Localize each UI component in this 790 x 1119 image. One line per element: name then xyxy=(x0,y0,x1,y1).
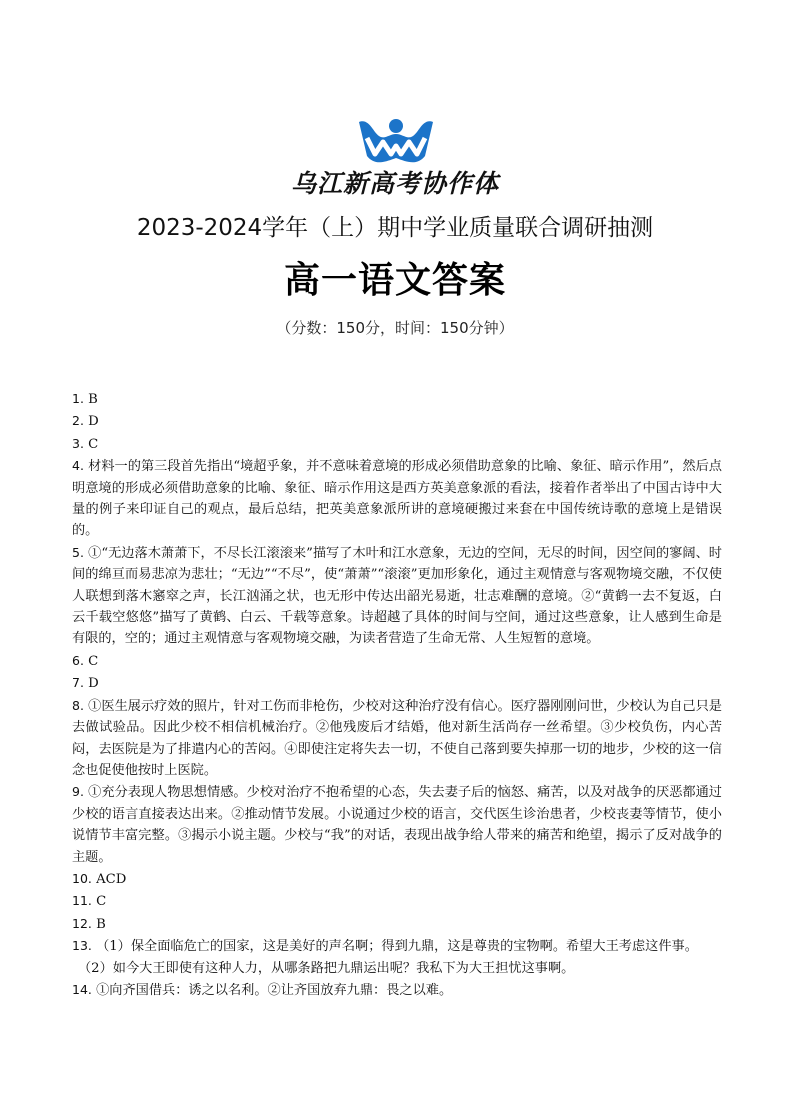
answer-item xyxy=(72,650,722,672)
answer-text: C xyxy=(88,436,99,452)
answer-item xyxy=(72,410,722,432)
exam-title: 2023-2024学年（上）期中学业质量联合调研抽测 xyxy=(136,215,654,241)
answer-item xyxy=(72,958,722,979)
answer-text: ①向齐国借兵：诱之以名利。②让齐国放弃九鼎：畏之以难。 xyxy=(96,982,453,998)
answer-number: 13. xyxy=(72,938,92,954)
answer-item xyxy=(72,935,722,957)
answer-number: 4. xyxy=(72,458,84,474)
score-info: （分数：150分，时间：150分钟） xyxy=(276,319,514,337)
answer-text: （1）保全面临危亡的国家，这是美好的声名啊；得到九鼎，这是尊贵的宝物啊。希望大王考虑这件事。 xyxy=(96,939,698,955)
answer-text: B xyxy=(88,392,98,407)
answer-number: 6. xyxy=(72,652,84,668)
answer-item xyxy=(72,388,722,410)
answer-item xyxy=(72,979,722,1001)
brand-name: 乌江新高考协作体 xyxy=(290,169,499,198)
answer-item xyxy=(72,542,722,650)
answer-number: 14. xyxy=(72,981,92,997)
answer-item xyxy=(72,455,722,542)
answer-number: 9. xyxy=(72,784,84,800)
answer-number: 2. xyxy=(72,413,84,429)
answer-text: C xyxy=(96,894,107,910)
answer-text: ①“无边落木萧萧下，不尽长江滚滚来”描写了木叶和江水意象，无边的空间，无尽的时间，因空间的寥阔、时间的绵亘而易悲凉为悲壮；“无边”“不尽”，使“萧萧”“滚滚”更加形象化，通过主观情意与客观物境交融，不仅使人联想到落木窸窣之声，长江汹涌之状，也无形中传达出韶光易逝，壮志难酬的意境。②“黄鹤一去不复返，白云千载空悠悠”描写了黄鹤、白云、千载等意象。诗超越了具体的时间与空间，通过这些意象，让人感到生命是有限的，空的；通过主观情意与客观物境交融，为读者营造了生命无常、人生短暂的意境。 xyxy=(72,545,722,647)
answer-text: （2）如今大王即使有这种人力，从哪条路把九鼎运出呢？我私下为大王担忧这事啊。 xyxy=(78,960,575,976)
answer-number: 7. xyxy=(72,675,84,691)
answer-text: ①医生展示疗效的照片，针对工伤而非枪伤，少校对这种治疗没有信心。医疗器刚刚问世，少校认为自己只是去做试验品。因此少校不相信机械治疗。②他残废后才结婚，他对新生活尚存一丝希望。③少校负伤，内心苦闷，去医院是为了排遣内心的苦闷。④即使注定将失去一切，不使自己落到要失掉那一切的地步，少校的这一信念也促使他按时上医院。 xyxy=(72,698,722,778)
answer-item xyxy=(72,913,722,935)
answer-list xyxy=(72,388,722,1001)
answer-item xyxy=(72,695,722,782)
answer-number: 5. xyxy=(72,544,84,560)
answer-text: B xyxy=(96,916,106,932)
answer-number: 12. xyxy=(72,915,92,931)
answer-text: D xyxy=(88,676,99,692)
answer-number: 11. xyxy=(72,893,92,909)
answer-text: D xyxy=(88,414,99,430)
answer-item xyxy=(72,868,722,890)
wujiang-logo xyxy=(355,112,437,167)
answer-number: 10. xyxy=(72,870,92,886)
answer-item xyxy=(72,781,722,868)
answer-item xyxy=(72,433,722,455)
answer-text: ACD xyxy=(96,871,127,887)
answer-number: 8. xyxy=(72,697,84,713)
answer-number: 3. xyxy=(72,435,84,451)
answer-text: C xyxy=(88,653,99,669)
answer-text: 材料一的第三段首先指出“境超乎象，并不意味着意境的形成必须借助意象的比喻、象征、暗示作用”，然后点明意境的形成必须借助意象的比喻、象征、暗示作用这是西方英美意象派的看法，接着作者举出了中国古诗中大量的例子来印证自己的观点，最后总结，把英美意象派所讲的意境硬搬过来套在中国传统诗歌的意境上是错误的。 xyxy=(72,459,722,539)
answer-item xyxy=(72,890,722,912)
answer-text: ①充分表现人物思想情感。少校对治疗不抱希望的心态，失去妻子后的恼怒、痛苦，以及对战争的厌恶都通过少校的语言直接表达出来。②推动情节发展。小说通过少校的语言，交代医生诊治患者，少校丧妻等情节，使小说情节丰富完整。③揭示小说主题。少校与“我”的对话，表现出战争给人带来的痛苦和绝望，揭示了反对战争的主题。 xyxy=(72,785,722,865)
answer-item xyxy=(72,672,722,694)
subject-title: 高一语文答案 xyxy=(283,260,506,301)
answer-number: 1. xyxy=(72,391,84,406)
